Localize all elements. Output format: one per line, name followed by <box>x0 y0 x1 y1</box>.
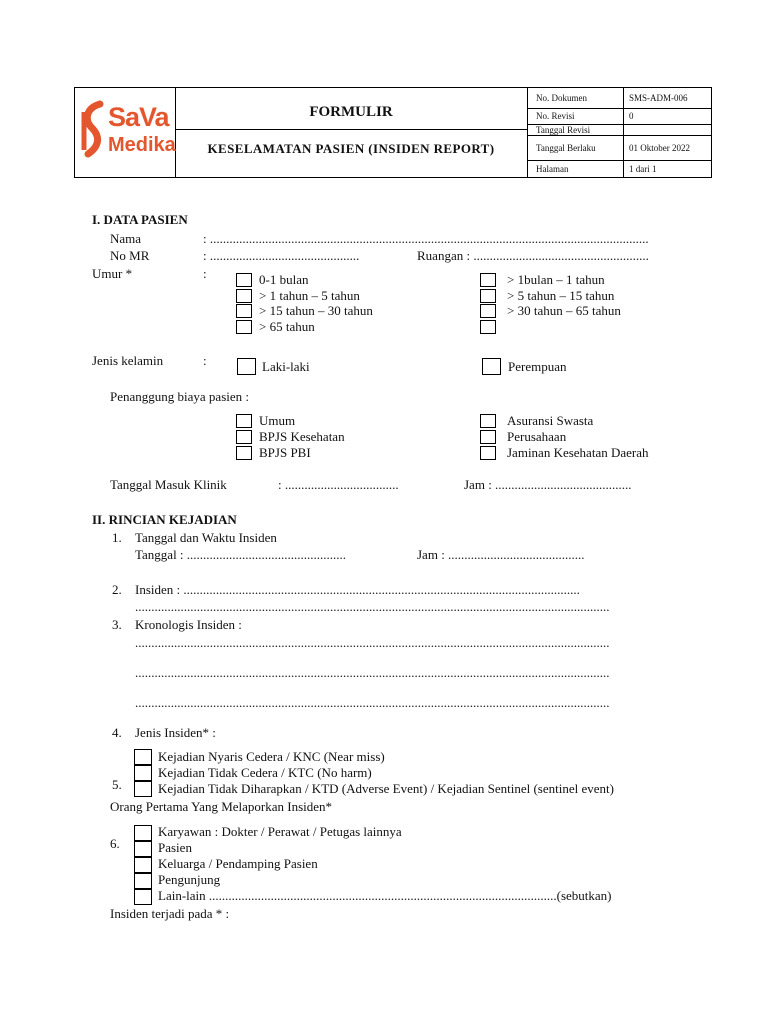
ruangan-field[interactable]: Ruangan : ...................................................... <box>417 248 649 263</box>
logo-text-medika: Medika <box>108 134 176 156</box>
gender-female-label: Perempuan <box>508 359 567 374</box>
header-divider <box>175 88 176 177</box>
umur-colon: : <box>203 266 207 281</box>
gender-male-label: Laki-laki <box>262 359 310 374</box>
umur-checkbox[interactable] <box>236 289 252 303</box>
insiden-field-line2[interactable]: .................................................................................................................................................. <box>135 599 610 614</box>
kronologis-line[interactable]: .................................................................................................................................................. <box>135 695 610 710</box>
nama-field[interactable]: : ....................................................................................................................................... <box>203 231 649 246</box>
payer-option-label: Umum <box>259 413 296 428</box>
pelapor-option: Keluarga / Pendamping Pasien <box>158 856 318 871</box>
item1-label: Tanggal dan Waktu Insiden <box>135 530 277 545</box>
document-header <box>74 87 712 178</box>
nomr-label: No MR <box>110 248 150 263</box>
pelapor-checkbox[interactable] <box>134 841 152 857</box>
payer-option-label: BPJS Kesehatan <box>259 429 345 444</box>
payer-checkbox[interactable] <box>236 430 252 444</box>
admit-label: Tanggal Masuk Klinik <box>110 477 227 492</box>
gender-colon: : <box>203 353 207 368</box>
jenis-insiden-checkbox[interactable] <box>134 765 152 781</box>
payer-option-label: Jaminan Kesehatan Daerah <box>507 445 649 460</box>
incident-date-field[interactable]: Tanggal : ................................................. <box>135 547 347 562</box>
umur-checkbox[interactable] <box>480 273 496 287</box>
jenis-insiden-option: Kejadian Tidak Cedera / KTC (No harm) <box>158 765 372 780</box>
section2-heading: II. RINCIAN KEJADIAN <box>92 512 237 527</box>
pelapor-checkbox[interactable] <box>134 857 152 873</box>
meta-value-halaman: 1 dari 1 <box>629 164 657 174</box>
item1-number: 1. <box>112 530 122 545</box>
logo-text-sava: SaVa <box>108 102 169 132</box>
umur-checkbox[interactable] <box>236 273 252 287</box>
meta-label-dokumen: No. Dokumen <box>536 93 587 103</box>
umur-label: Umur * <box>92 266 133 281</box>
umur-option-label: > 5 tahun – 15 tahun <box>507 288 615 303</box>
payer-label: Penanggung biaya pasien : <box>110 389 249 404</box>
meta-label-halaman: Halaman <box>536 164 569 174</box>
meta-value-dokumen: SMS-ADM-006 <box>629 93 688 103</box>
pelapor-checkbox[interactable] <box>134 873 152 889</box>
meta-value-revisi: 0 <box>629 111 634 121</box>
pelapor-option: Pasien <box>158 840 192 855</box>
payer-checkbox[interactable] <box>236 446 252 460</box>
jenis-insiden-checkbox[interactable] <box>134 781 152 797</box>
section1-heading: I. DATA PASIEN <box>92 212 188 227</box>
nama-label: Nama <box>110 231 142 246</box>
header-divider <box>623 88 624 177</box>
item5-label: Orang Pertama Yang Melaporkan Insiden* <box>110 799 333 814</box>
umur-checkbox[interactable] <box>236 320 252 334</box>
umur-checkbox[interactable] <box>480 289 496 303</box>
payer-checkbox[interactable] <box>480 446 496 460</box>
nomr-field[interactable]: : .............................................. <box>203 248 360 263</box>
payer-checkbox[interactable] <box>236 414 252 428</box>
meta-label-revisi: No. Revisi <box>536 111 575 121</box>
kronologis-line[interactable]: .................................................................................................................................................. <box>135 635 610 650</box>
form-title: FORMULIR <box>309 104 393 120</box>
payer-option-label: Asuransi Swasta <box>507 413 594 428</box>
pelapor-checkbox[interactable] <box>134 825 152 841</box>
payer-option-label: Perusahaan <box>507 429 567 444</box>
umur-checkbox[interactable] <box>236 304 252 318</box>
item3-label: Kronologis Insiden : <box>135 617 242 632</box>
item2-number: 2. <box>112 582 122 597</box>
jenis-insiden-option: Kejadian Nyaris Cedera / KNC (Near miss) <box>158 749 385 764</box>
meta-label-tanggal-berlaku: Tanggal Berlaku <box>536 143 596 153</box>
meta-value-tanggal-berlaku: 01 Oktober 2022 <box>629 143 690 153</box>
pelapor-option[interactable]: Lain-lain ...........................................................................................................(sebutkan) <box>158 888 612 903</box>
payer-checkbox[interactable] <box>480 414 496 428</box>
pelapor-option: Karyawan : Dokter / Perawat / Petugas lainnya <box>158 824 402 839</box>
payer-checkbox[interactable] <box>480 430 496 444</box>
item6-number: 6. <box>110 836 120 851</box>
header-divider <box>527 88 528 177</box>
sava-medika-logo <box>80 98 176 168</box>
meta-label-tanggal-revisi: Tanggal Revisi <box>536 125 591 135</box>
item3-number: 3. <box>112 617 122 632</box>
gender-label: Jenis kelamin <box>92 353 164 368</box>
pelapor-option: Pengunjung <box>158 872 221 887</box>
umur-checkbox[interactable] <box>480 304 496 318</box>
incident-time-field[interactable]: Jam : .......................................... <box>417 547 585 562</box>
kronologis-line[interactable]: .................................................................................................................................................. <box>135 665 610 680</box>
item4-number: 4. <box>112 725 122 740</box>
item7-label: Insiden terjadi pada * : <box>110 906 230 921</box>
umur-option-label: > 1 tahun – 5 tahun <box>259 288 360 303</box>
admit-time-field[interactable]: Jam : .......................................... <box>464 477 632 492</box>
umur-option-label: 0-1 bulan <box>259 272 309 287</box>
umur-checkbox[interactable] <box>480 320 496 334</box>
gender-male-checkbox[interactable] <box>237 358 256 375</box>
insiden-field[interactable]: Insiden : .......................................................................................................................... <box>135 582 580 597</box>
umur-option-label: > 65 tahun <box>259 319 315 334</box>
gender-female-checkbox[interactable] <box>482 358 501 375</box>
jenis-insiden-option: Kejadian Tidak Diharapkan / KTD (Adverse Event) / Kejadian Sentinel (sentinel event) <box>158 781 614 796</box>
payer-option-label: BPJS PBI <box>259 445 311 460</box>
umur-option-label: > 15 tahun – 30 tahun <box>259 303 373 318</box>
umur-option-label: > 1bulan – 1 tahun <box>507 272 605 287</box>
umur-option-label: > 30 tahun – 65 tahun <box>507 303 621 318</box>
form-subtitle: KESELAMATAN PASIEN (INSIDEN REPORT) <box>207 141 495 156</box>
pelapor-checkbox[interactable] <box>134 889 152 905</box>
item5-number: 5. <box>112 777 122 792</box>
jenis-insiden-checkbox[interactable] <box>134 749 152 765</box>
admit-date-field[interactable]: : ................................... <box>278 477 399 492</box>
logo-mark-icon <box>80 100 106 162</box>
item4-label: Jenis Insiden* : <box>135 725 216 740</box>
